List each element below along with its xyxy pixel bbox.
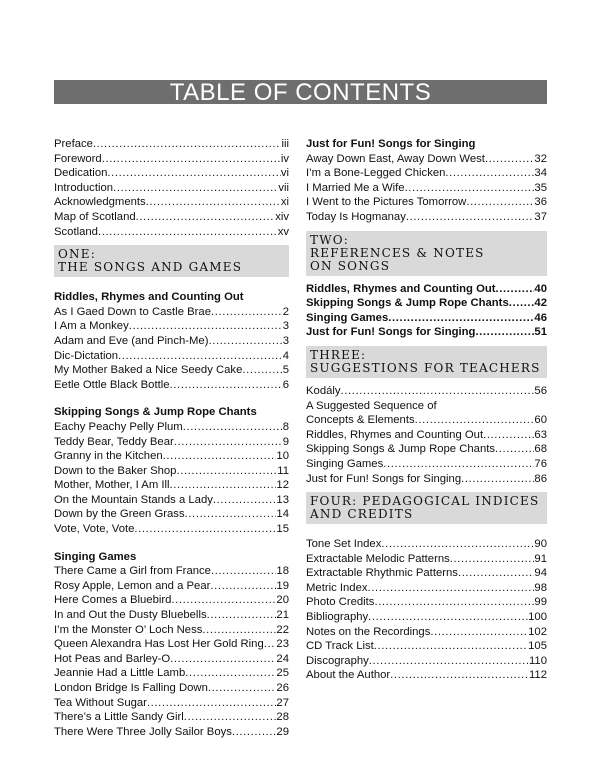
toc-entry[interactable]: I’m the Monster O’ Loch Ness ..... 22	[54, 623, 289, 638]
toc-entry[interactable]: Granny in the Kitchen ..... 10	[54, 449, 289, 464]
toc-entry-first-line[interactable]: A Suggested Sequence of	[306, 399, 437, 412]
toc-entry[interactable]: London Bridge Is Falling Down ..... 26	[54, 681, 289, 696]
toc-entry[interactable]: Just for Fun! Songs for Singing ..... 51	[306, 325, 547, 340]
toc-entry[interactable]: Acknowledgments ..... xi	[54, 195, 289, 210]
group-heading: Skipping Songs & Jump Rope Chants	[54, 406, 257, 419]
toc-entry[interactable]: I Am a Monkey ..... 3	[54, 319, 289, 334]
toc-entry[interactable]: Preface ..... iii	[54, 137, 289, 152]
toc-entry[interactable]: Extractable Rhythmic Patterns ..... 94	[306, 566, 547, 581]
toc-entry[interactable]: Hot Peas and Barley-O ..... 24	[54, 652, 289, 667]
toc-entry[interactable]: Tone Set Index ..... 90	[306, 537, 547, 552]
toc-entry[interactable]: Scotland ..... xv	[54, 225, 289, 240]
toc-entry[interactable]: There Were Three Jolly Sailor Boys ..... 29	[54, 725, 289, 740]
toc-entry[interactable]: Photo Credits ..... 99	[306, 595, 547, 610]
toc-entry[interactable]: Eetle Ottle Black Bottle ..... 6	[54, 378, 289, 393]
toc-entry[interactable]: Dic-Dictation ..... 4	[54, 349, 289, 364]
toc-entry[interactable]: Tea Without Sugar ..... 27	[54, 696, 289, 711]
toc-entry[interactable]: Teddy Bear, Teddy Bear ..... 9	[54, 435, 289, 450]
toc-entry[interactable]: There Came a Girl from France ..... 18	[54, 564, 289, 579]
toc-entry[interactable]: Skipping Songs & Jump Rope Chants ..... 68	[306, 442, 547, 457]
toc-right-column	[306, 137, 547, 683]
page-title: TABLE OF CONTENTS	[54, 80, 547, 104]
toc-entry[interactable]: Rosy Apple, Lemon and a Pear ..... 19	[54, 579, 289, 594]
toc-entry[interactable]: Vote, Vote, Vote ..... 15	[54, 522, 289, 537]
toc-entry[interactable]: Queen Alexandra Has Lost Her Gold Ring ..... 23	[54, 637, 289, 652]
toc-entry[interactable]: Metric Index ..... 98	[306, 581, 547, 596]
toc-entry[interactable]: Singing Games ..... 46	[306, 311, 547, 326]
toc-entry[interactable]: Today Is Hogmanay ..... 37	[306, 210, 547, 225]
section-header-two: TWO: REFERENCES & NOTES ON SONGS	[306, 231, 547, 276]
toc-entry[interactable]: As I Gaed Down to Castle Brae ..... 2	[54, 305, 289, 320]
toc-entry[interactable]: Adam and Eve (and Pinch-Me) ..... 3	[54, 334, 289, 349]
toc-entry[interactable]: Introduction ..... vii	[54, 181, 289, 196]
front-matter-list	[54, 137, 289, 239]
section-header-three: THREE: SUGGESTIONS FOR TEACHERS	[306, 346, 547, 378]
toc-entry[interactable]: Riddles, Rhymes and Counting Out ..... 40	[306, 282, 547, 297]
toc-entry[interactable]: Foreword ..... iv	[54, 152, 289, 167]
toc-entry[interactable]: Jeannie Had a Little Lamb ..... 25	[54, 666, 289, 681]
toc-entry[interactable]: Concepts & Elements ..... 60	[306, 413, 547, 428]
toc-entry[interactable]: Extractable Melodic Patterns ..... 91	[306, 552, 547, 567]
toc-entry[interactable]: There’s a Little Sandy Girl ..... 28	[54, 710, 289, 725]
toc-entry[interactable]: I Married Me a Wife ..... 35	[306, 181, 547, 196]
toc-entry[interactable]: Just for Fun! Songs for Singing ..... 86	[306, 472, 547, 487]
toc-entry[interactable]: Eachy Peachy Pelly Plum ..... 8	[54, 420, 289, 435]
toc-entry[interactable]: On the Mountain Stands a Lady ..... 13	[54, 493, 289, 508]
toc-entry[interactable]: My Mother Baked a Nice Seedy Cake ..... 5	[54, 363, 289, 378]
toc-entry[interactable]: Singing Games ..... 76	[306, 457, 547, 472]
toc-entry[interactable]: About the Author ..... 112	[306, 668, 547, 683]
toc-entry[interactable]: Down to the Baker Shop ..... 11	[54, 464, 289, 479]
toc-entry[interactable]: Bibliography ..... 100	[306, 610, 547, 625]
toc-entry[interactable]: Away Down East, Away Down West ..... 32	[306, 152, 547, 167]
toc-entry[interactable]: Discography ..... 110	[306, 654, 547, 669]
section-header-four: FOUR: PEDAGOGICAL INDICES AND CREDITS	[306, 492, 547, 524]
toc-entry[interactable]: Skipping Songs & Jump Rope Chants ..... 42	[306, 296, 547, 311]
group-heading: Riddles, Rhymes and Counting Out	[54, 291, 244, 304]
section-header-one: ONE: THE SONGS AND GAMES	[54, 245, 289, 277]
toc-entry[interactable]: Notes on the Recordings ..... 102	[306, 625, 547, 640]
group-heading: Just for Fun! Songs for Singing	[306, 138, 476, 150]
toc-entry[interactable]: CD Track List ..... 105	[306, 639, 547, 654]
toc-entry[interactable]: Kodály ..... 56	[306, 384, 547, 399]
toc-entry[interactable]: I Went to the Pictures Tomorrow ..... 36	[306, 195, 547, 210]
toc-entry[interactable]: In and Out the Dusty Bluebells ..... 21	[54, 608, 289, 623]
toc-left-column	[54, 137, 289, 739]
group-heading: Singing Games	[54, 550, 137, 563]
toc-entry[interactable]: Here Comes a Bluebird ..... 20	[54, 593, 289, 608]
toc-entry[interactable]: Riddles, Rhymes and Counting Out ..... 63	[306, 428, 547, 443]
toc-entry[interactable]: Down by the Green Grass ..... 14	[54, 507, 289, 522]
toc-entry[interactable]: I’m a Bone-Legged Chicken ..... 34	[306, 166, 547, 181]
toc-entry[interactable]: Map of Scotland ..... xiv	[54, 210, 289, 225]
toc-entry[interactable]: Dedication ..... vi	[54, 166, 289, 181]
toc-entry[interactable]: Mother, Mother, I Am Ill ..... 12	[54, 478, 289, 493]
